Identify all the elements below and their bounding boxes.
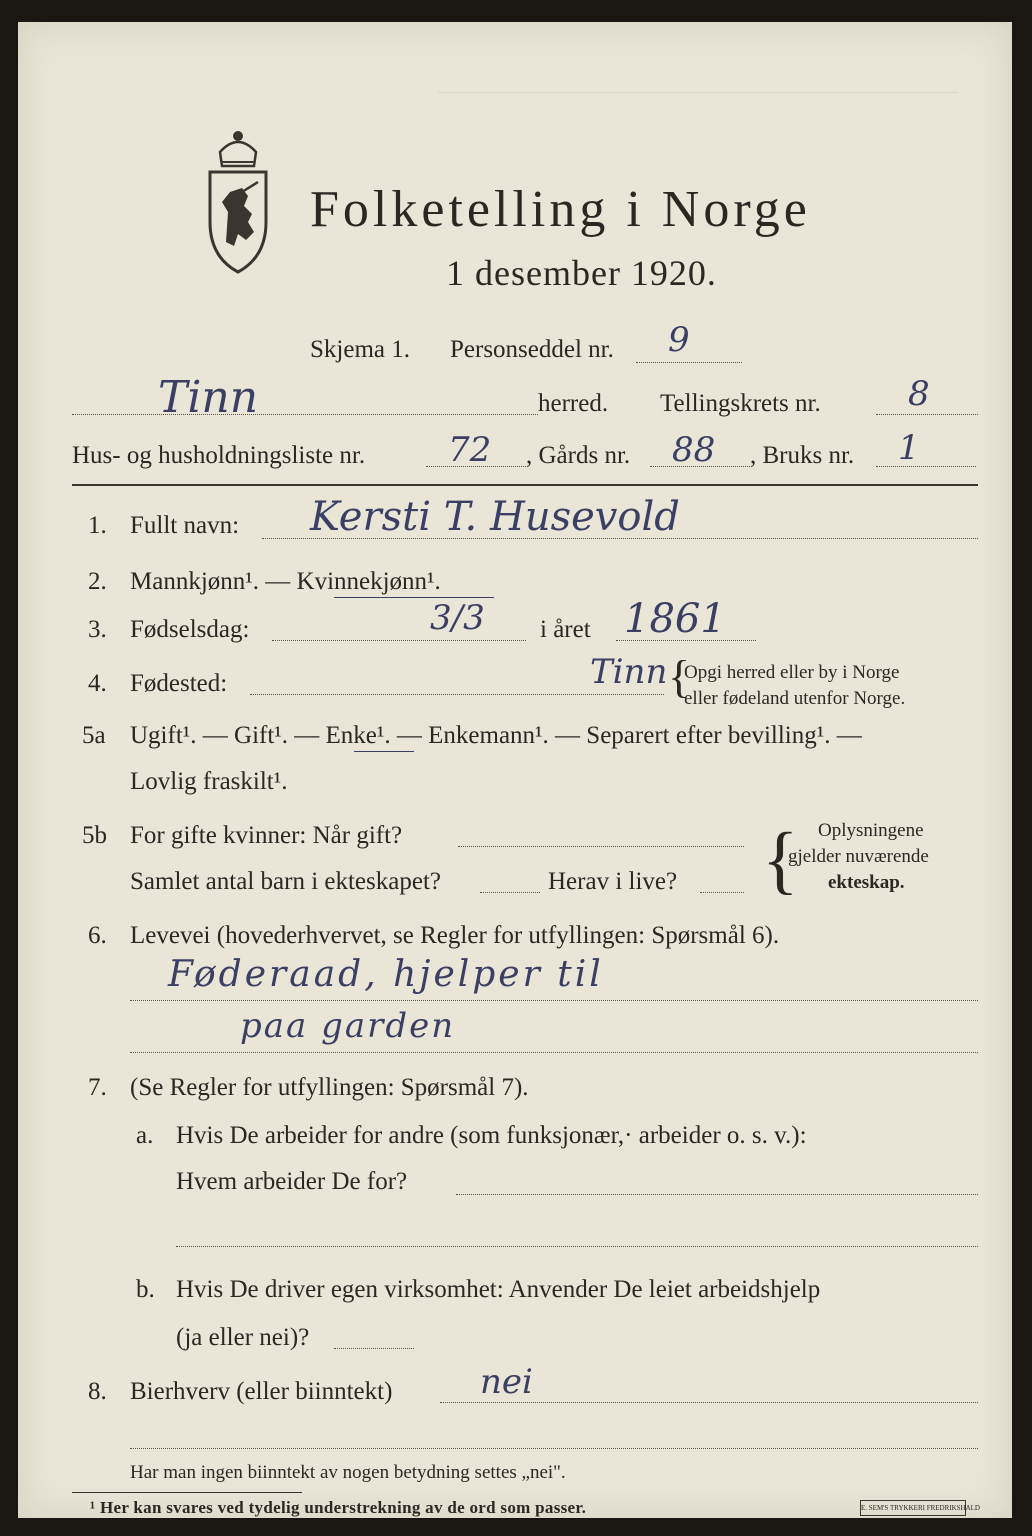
q5a-line-1: Ugift¹. — Gift¹. — Enke¹. — Enkemann¹. — Separert efter bevilling¹. — bbox=[130, 722, 862, 749]
personseddel-label: Personseddel nr. bbox=[450, 336, 614, 363]
q7a-line-2: Hvem arbeider De for? bbox=[176, 1168, 408, 1195]
q4-label: Fødested: bbox=[130, 670, 228, 697]
tellingskrets-label: Tellingskrets nr. bbox=[660, 390, 821, 417]
form-label: Skjema 1. bbox=[310, 336, 410, 363]
q3-value: 3/3 bbox=[430, 598, 485, 638]
printer-mark: E. SEM'S TRYKKERI FREDRIKSHALD bbox=[860, 1500, 966, 1516]
q6-line-1 bbox=[130, 1000, 978, 1001]
q1-value: Kersti T. Husevold bbox=[310, 494, 680, 540]
q1-label: Fullt navn: bbox=[130, 512, 240, 539]
q7b-line-2: (ja eller nei)? bbox=[176, 1324, 310, 1351]
q5b-alive-label: Herav i live? bbox=[548, 868, 678, 895]
q8-extra-line bbox=[130, 1448, 978, 1449]
hus-value: 72 bbox=[448, 430, 492, 470]
q8-line bbox=[440, 1402, 978, 1403]
q2-label: Mannkjønn¹. — Kvinnekjønn¹. bbox=[130, 568, 441, 595]
q3-year-label: i året bbox=[540, 616, 591, 643]
q4-line bbox=[250, 694, 664, 695]
q5b-note-1: Oplysningene bbox=[818, 820, 924, 841]
q6-value-2: paa garden bbox=[240, 1006, 456, 1046]
q7-number: 7. bbox=[88, 1074, 107, 1101]
q7b-number: b. bbox=[136, 1276, 155, 1303]
q6-number: 6. bbox=[88, 922, 107, 949]
q8-number: 8. bbox=[88, 1378, 107, 1405]
q4-note-1: Opgi herred eller by i Norge bbox=[684, 662, 900, 683]
q3-number: 3. bbox=[88, 616, 107, 643]
q8-label: Bierhverv (eller biinntekt) bbox=[130, 1378, 393, 1405]
q5b-alive-line bbox=[700, 892, 744, 893]
divider bbox=[72, 484, 978, 486]
q5a-line-2: Lovlig fraskilt¹. bbox=[130, 768, 288, 795]
herred-line bbox=[72, 414, 538, 415]
tellingskrets-value: 8 bbox=[908, 374, 930, 414]
q7a-number: a. bbox=[136, 1122, 154, 1149]
census-date: 1 desember 1920. bbox=[446, 253, 717, 293]
bruks-line bbox=[876, 466, 976, 467]
q7-label: (Se Regler for utfyllingen: Spørsmål 7). bbox=[130, 1074, 529, 1101]
q3-label: Fødselsdag: bbox=[130, 616, 250, 643]
q8-value: nei bbox=[480, 1362, 533, 1402]
q3-year-value: 1861 bbox=[624, 596, 726, 642]
personseddel-line bbox=[636, 362, 742, 363]
q4-brace: { bbox=[668, 651, 691, 702]
q3-day-line bbox=[272, 640, 526, 641]
q5b-brace: { bbox=[762, 818, 799, 902]
nei-note: Har man ingen biinntekt av nogen betydning settes „nei". bbox=[130, 1462, 566, 1483]
q7b-line bbox=[334, 1348, 414, 1349]
bruks-value: 1 bbox=[898, 428, 920, 468]
q7a-line bbox=[456, 1194, 978, 1195]
gards-value: 88 bbox=[672, 430, 716, 470]
herred-label: herred. bbox=[538, 390, 609, 417]
q4-note-2: eller fødeland utenfor Norge. bbox=[684, 688, 906, 709]
q7b-line-1: Hvis De driver egen virksomhet: Anvender De leiet arbeidshjelp bbox=[176, 1276, 821, 1303]
footnote: ¹ Her kan svares ved tydelig understrekning av de ord som passer. bbox=[90, 1498, 587, 1517]
q6-line-2 bbox=[130, 1052, 978, 1053]
q5a-number: 5a bbox=[82, 722, 106, 749]
q6-label: Levevei (hovederhvervet, se Regler for utfyllingen: Spørsmål 6). bbox=[130, 922, 780, 949]
q7a-extra-line bbox=[176, 1246, 978, 1247]
q1-number: 1. bbox=[88, 512, 107, 539]
q7a-line-1: Hvis De arbeider for andre (som funksjonær,· arbeider o. s. v.): bbox=[176, 1122, 807, 1149]
page-title: Folketelling i Norge bbox=[310, 181, 811, 238]
q5b-note-3: ekteskap. bbox=[828, 872, 905, 893]
q5b-married-line bbox=[458, 846, 744, 847]
q5b-line-1: For gifte kvinner: Når gift? bbox=[130, 822, 403, 849]
bruks-label: , Bruks nr. bbox=[750, 442, 855, 469]
q4-number: 4. bbox=[88, 670, 107, 697]
census-form-sheet bbox=[18, 22, 1012, 1518]
herred-value: Tinn bbox=[158, 372, 259, 423]
norwegian-lion-crest-icon bbox=[198, 122, 278, 282]
tellingskrets-line bbox=[876, 414, 978, 415]
personseddel-value: 9 bbox=[668, 320, 690, 360]
hus-label: Hus- og husholdningsliste nr. bbox=[72, 442, 366, 469]
q4-value: Tinn bbox=[590, 652, 668, 692]
q5b-number: 5b bbox=[82, 822, 107, 849]
q5b-children-label: Samlet antal barn i ekteskapet? bbox=[130, 868, 441, 895]
gards-label: , Gårds nr. bbox=[526, 442, 631, 469]
q5b-note-2: gjelder nuværende bbox=[788, 846, 929, 867]
footnote-divider bbox=[72, 1492, 302, 1493]
q5a-underline bbox=[354, 751, 414, 752]
q6-value-1: Føderaad, hjelper til bbox=[168, 954, 604, 995]
q5b-children-line bbox=[480, 892, 540, 893]
q2-number: 2. bbox=[88, 568, 107, 595]
